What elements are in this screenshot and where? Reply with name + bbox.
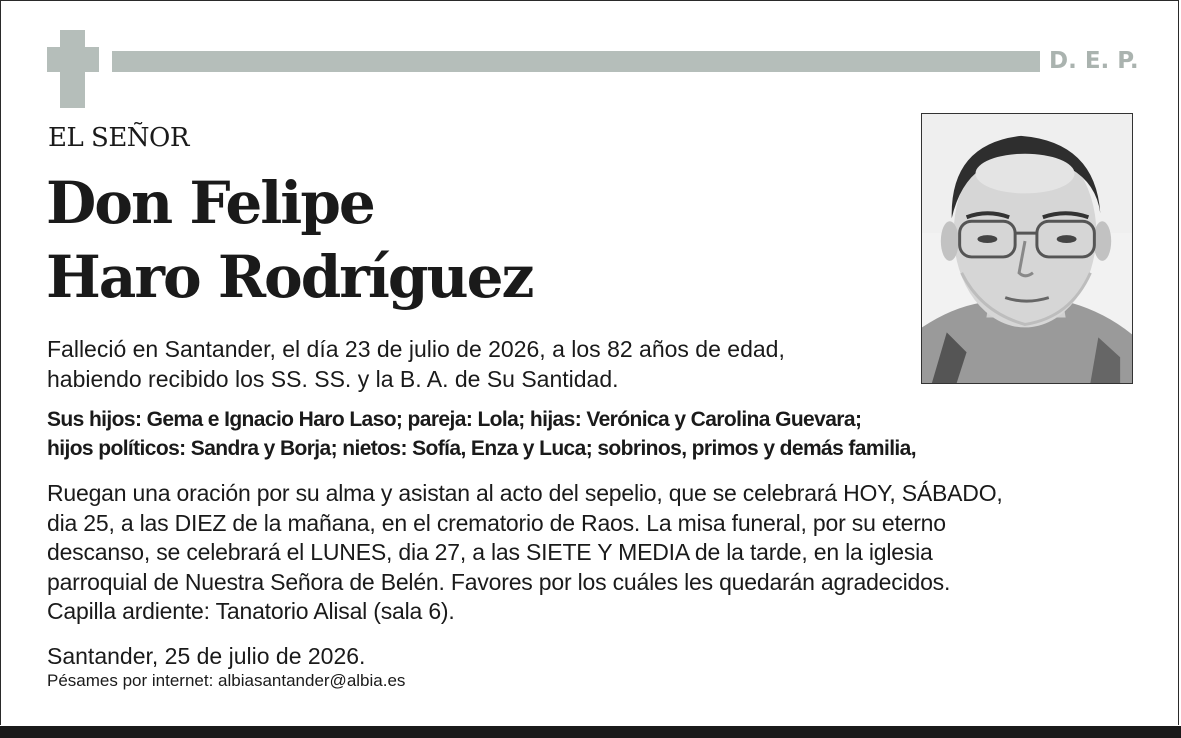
ceremony-line-2: dia 25, a las DIEZ de la mañana, en el crematorio de Raos. La misa funeral, por su eterno [47, 509, 946, 536]
family-line-1: Sus hijos: Gema e Ignacio Haro Laso; pareja: Lola; hijas: Verónica y Carolina Guevara; [47, 408, 862, 431]
ceremony-line-5: Capilla ardiente: Tanatorio Alisal (sala 6). [47, 598, 455, 624]
place-date: Santander, 25 de julio de 2026. [47, 643, 366, 669]
ceremony-details [47, 479, 1167, 627]
ceremony-line-4: parroquial de Nuestra Señora de Belén. Favores por los cuáles les quedarán agradecidos. [47, 568, 951, 595]
death-line-2: habiendo recibido los SS. SS. y la B. A. de Su Santidad. [47, 366, 619, 392]
ceremony-line-3: descanso, se celebrará el LUNES, dia 27, a las SIETE Y MEDIA de la tarde, en la iglesia [47, 539, 933, 565]
family-list [47, 405, 1167, 463]
name-line-2: Haro Rodríguez [46, 243, 533, 311]
portrait-photo [921, 113, 1133, 384]
death-announcement [47, 334, 907, 394]
condolences-contact: Pésames por internet: albiasantander@albia.es [47, 671, 406, 690]
family-line-2: hijos políticos: Sandra y Borja; nietos: Sofía, Enza y Luca; sobrinos, primos y demás familia, [47, 437, 916, 460]
deceased-name [46, 166, 906, 314]
dep-label: D. E. P. [1049, 48, 1139, 74]
bottom-border [0, 726, 1181, 738]
honorific: EL SEÑOR [48, 123, 189, 153]
ceremony-line-1: Ruegan una oración por su alma y asistan al acto del sepelio, que se celebrará HOY, SÁBADO, [47, 480, 1003, 506]
name-line-1: Don Felipe [46, 169, 374, 237]
death-line-1: Falleció en Santander, el día 23 de julio de 2026, a los 82 años de edad, [47, 336, 785, 362]
header-rule [112, 51, 1040, 72]
